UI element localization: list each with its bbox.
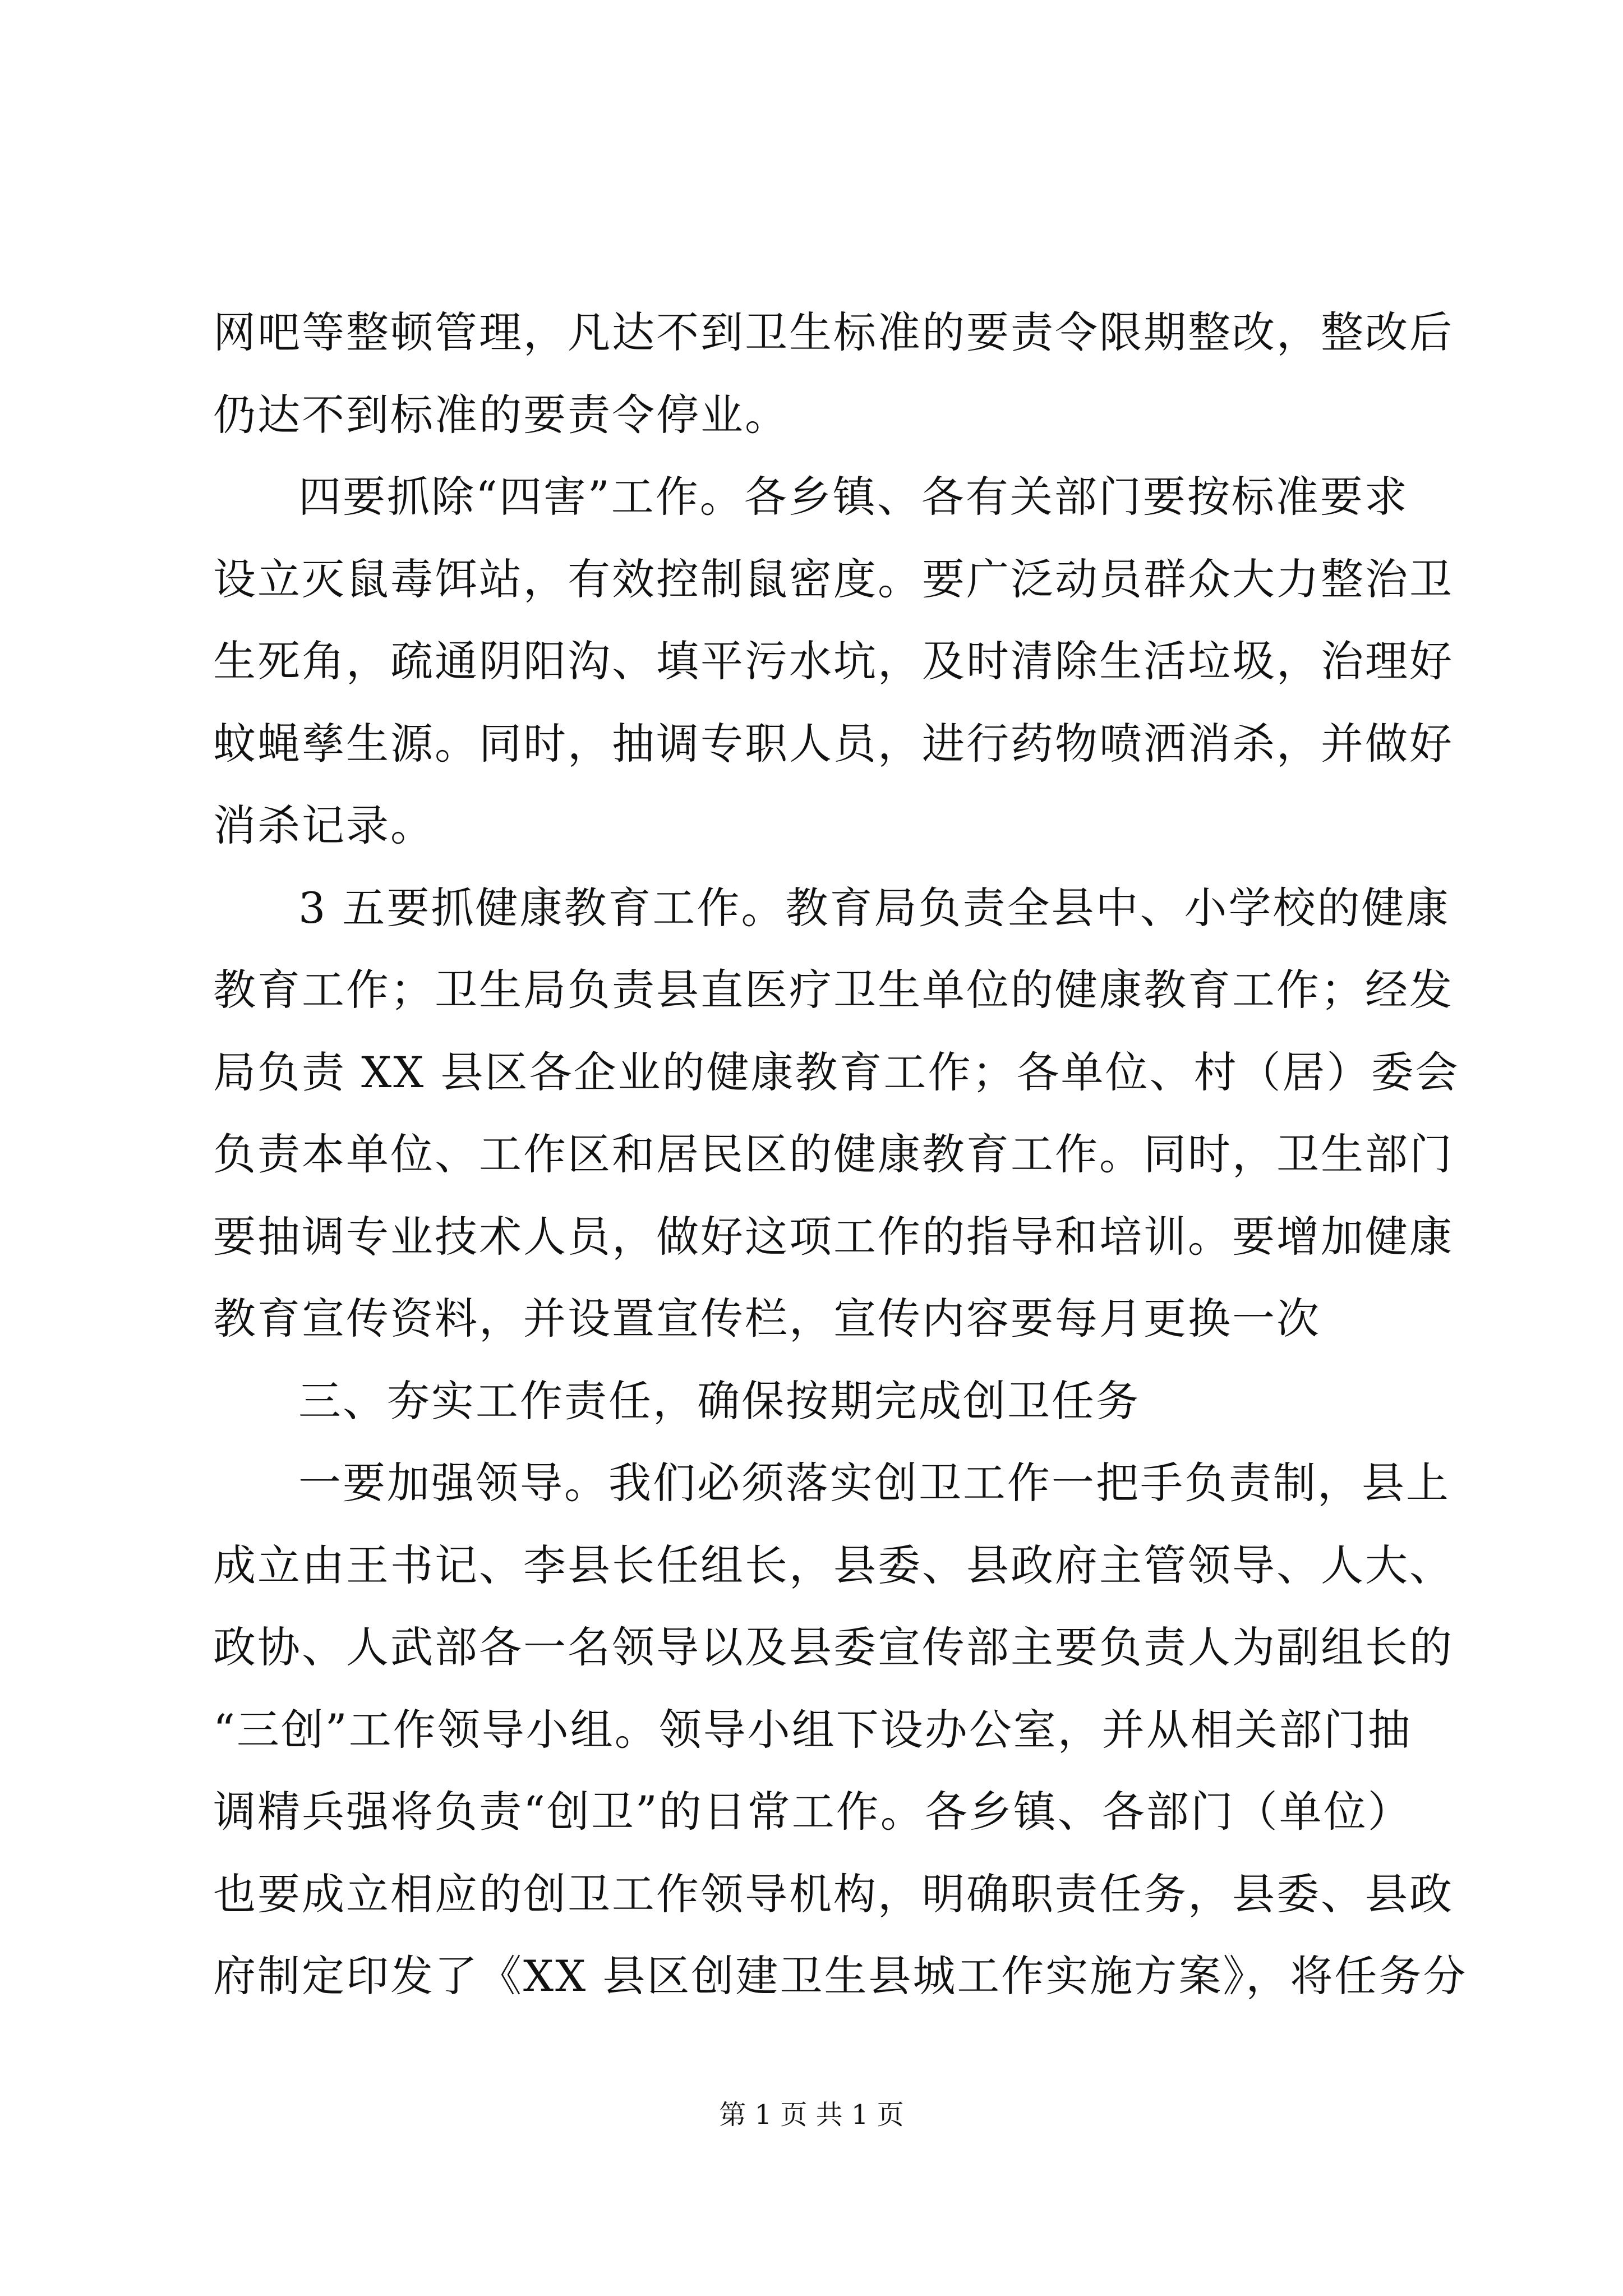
- text-line: 网吧等整顿管理，凡达不到卫生标准的要责令限期整改，整改后: [213, 307, 1454, 357]
- document-body: [213, 292, 1468, 2018]
- text-line: 消杀记录。: [213, 800, 435, 850]
- text-line: 政协、人武部各一名领导以及县委宣传部主要负责人为副组长的: [213, 1622, 1454, 1672]
- page-number-label: 第 1 页 共 1 页: [719, 2099, 904, 2131]
- text-line: 教育工作；卫生局负责县直医疗卫生单位的健康教育工作；经发: [213, 965, 1454, 1015]
- text-line: 生死角，疏通阴阳沟、填平污水坑，及时清除生活垃圾，治理好: [213, 636, 1454, 686]
- text-line: 蚊蝇孳生源。同时，抽调专职人员，进行药物喷洒消杀，并做好: [213, 718, 1454, 769]
- section-heading: 三、夯实工作责任，确保按期完成创卫任务: [298, 1375, 1140, 1426]
- text-line: 设立灭鼠毒饵站，有效控制鼠密度。要广泛动员群众大力整治卫: [213, 554, 1454, 604]
- text-line: 局负责 XX 县区各企业的健康教育工作；各单位、村（居）委会: [213, 1047, 1460, 1097]
- text-line: 要抽调专业技术人员，做好这项工作的指导和培训。要增加健康: [213, 1211, 1454, 1262]
- paragraph-start-line: 四要抓除“四害”工作。各乡镇、各有关部门要按标准要求: [298, 472, 1409, 522]
- paragraph-start-line: 一要加强领导。我们必须落实创卫工作一把手负责制，县上: [298, 1458, 1450, 1508]
- text-line: 成立由王书记、李县长任组长，县委、县政府主管领导、人大、: [213, 1540, 1454, 1590]
- text-line: 负责本单位、工作区和居民区的健康教育工作。同时，卫生部门: [213, 1129, 1454, 1179]
- text-line: 府制定印发了《XX 县区创建卫生县城工作实施方案》，将任务分: [213, 1951, 1468, 2001]
- text-line: 仍达不到标准的要责令停业。: [213, 389, 789, 440]
- text-line: 调精兵强将负责“创卫”的日常工作。各乡镇、各部门（单位）: [213, 1787, 1412, 1837]
- text-line: “三创”工作领导小组。领导小组下设办公室，并从相关部门抽: [213, 1704, 1412, 1755]
- paragraph-start-line: 3 五要抓健康教育工作。教育局负责全县中、小学校的健康: [298, 882, 1450, 933]
- text-line: 教育宣传资料，并设置宣传栏，宣传内容要每月更换一次: [213, 1294, 1321, 1343]
- text-line: 也要成立相应的创卫工作领导机构，明确职责任务，县委、县政: [213, 1869, 1454, 1919]
- page-footer: [0, 2095, 1623, 2134]
